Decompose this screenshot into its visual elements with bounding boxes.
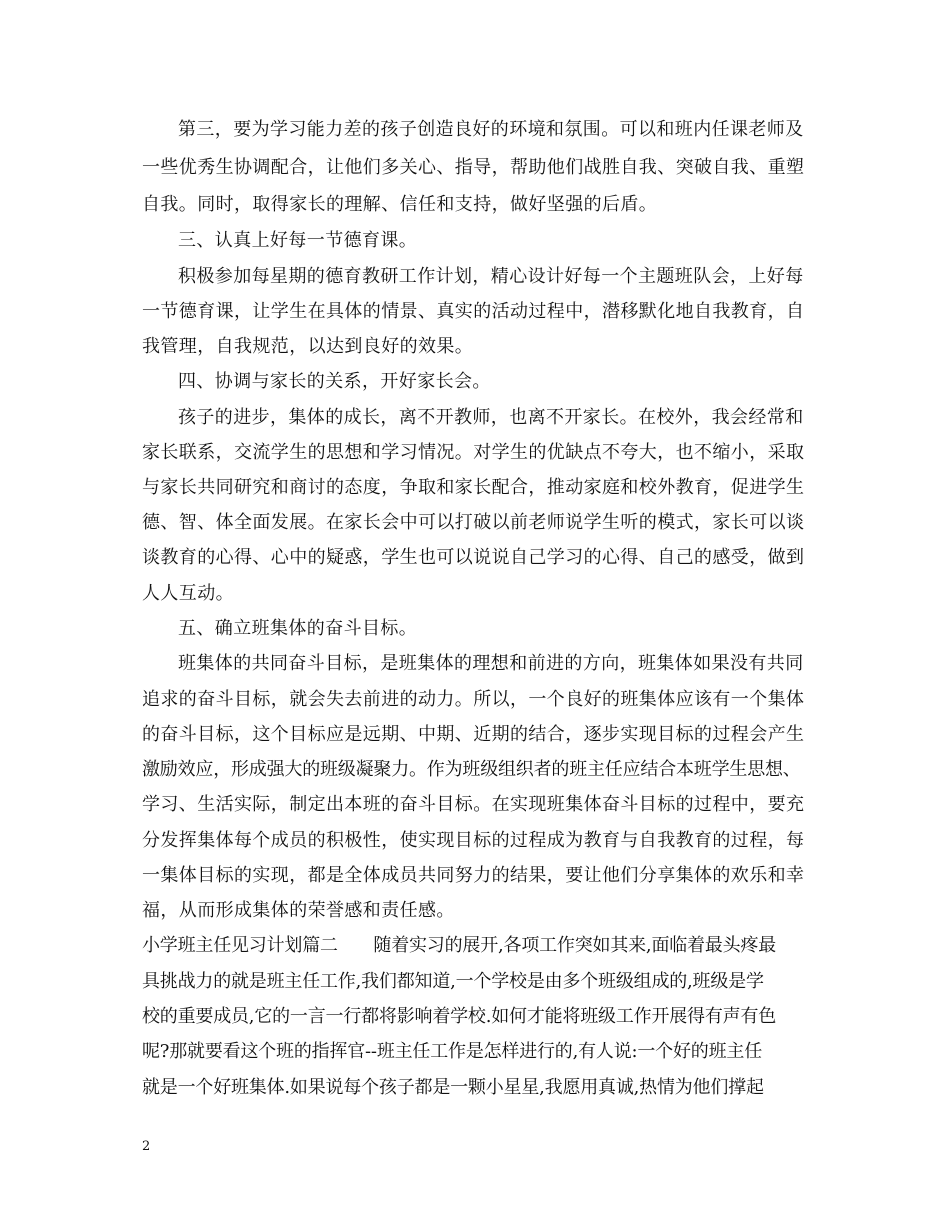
text-line: 家长联系，交流学生的思想和学习情况。对学生的优缺点不夸大，也不缩小，采取 [142,442,805,463]
text-line: 一节德育课，让学生在具体的情景、真实的活动过程中，潜移默化地自我教育，自 [142,301,805,322]
text-line: 第三，要为学习能力差的孩子创造良好的环境和氛围。可以和班内任课老师及 [178,119,804,140]
text-line: 自我。同时，取得家长的理解、信任和支持，做好坚强的后盾。 [142,194,658,215]
text-line: 追求的奋斗目标，就会失去前进的动力。所以，一个良好的班集体应该有一个集体 [142,689,805,710]
text-line: 与家长共同研究和商讨的态度，争取和家长配合，推动家庭和校外教育，促进学生 [142,477,805,498]
text-line: 小学班主任见习计划篇二 随着实习的展开,各项工作突如其来,面临着最头疼最 [142,935,777,956]
text-line: 人人互动。 [142,583,234,604]
text-line: 孩子的进步，集体的成长，离不开教师，也离不开家长。在校外，我会经常和 [178,407,804,428]
text-line: 德、智、体全面发展。在家长会中可以打破以前老师说学生听的模式，家长可以谈 [142,512,805,533]
text-line: 积极参加每星期的德育教研工作计划，精心设计好每一个主题班队会，上好每 [178,266,804,287]
text-line: 激励效应，形成强大的班级凝聚力。作为班级组织者的班主任应结合本班学生思想、 [142,759,801,780]
text-line: 一集体目标的实现，都是全体成员共同努力的结果，要让他们分享集体的欢乐和幸 [142,865,805,886]
text-line: 分发挥集体每个成员的积极性，使实现目标的过程成为教育与自我教育的过程，每 [142,830,805,851]
text-line: 谈教育的心得、心中的疑惑，学生也可以说说自己学习的心得、自己的感受，做到 [142,547,805,568]
text-line: 具挑战力的就是班主任工作,我们都知道,一个学校是由多个班级组成的,班级是学 [142,971,764,992]
text-line: 一些优秀生协调配合，让他们多关心、指导，帮助他们战胜自我、突破自我、重塑 [142,157,805,178]
section-heading: 五、确立班集体的奋斗目标。 [178,618,418,639]
text-line: 呢?那就要看这个班的指挥官--班主任工作是怎样进行的,有人说:一个好的班主任 [142,1041,762,1062]
text-line: 校的重要成员,它的一言一行都将影响着学校.如何才能将班级工作开展得有声有色 [142,1006,777,1027]
text-line: 我管理，自我规范，以达到良好的效果。 [142,336,474,357]
section-heading: 四、协调与家长的关系，开好家长会。 [178,371,491,392]
page-number: 2 [142,1139,151,1154]
text-line: 就是一个好班集体.如果说每个孩子都是一颗小星星,我愿用真诚,热情为他们撑起 [142,1077,764,1098]
text-line: 福，从而形成集体的荣誉感和责任感。 [142,900,455,921]
section-heading: 三、认真上好每一节德育课。 [178,230,418,251]
text-line: 学习、生活实际，制定出本班的奋斗目标。在实现班集体奋斗目标的过程中，要充 [142,794,805,815]
text-line: 班集体的共同奋斗目标，是班集体的理想和前进的方向，班集体如果没有共同 [178,653,804,674]
text-line: 的奋斗目标，这个目标应是远期、中期、近期的结合，逐步实现目标的过程会产生 [142,724,805,745]
